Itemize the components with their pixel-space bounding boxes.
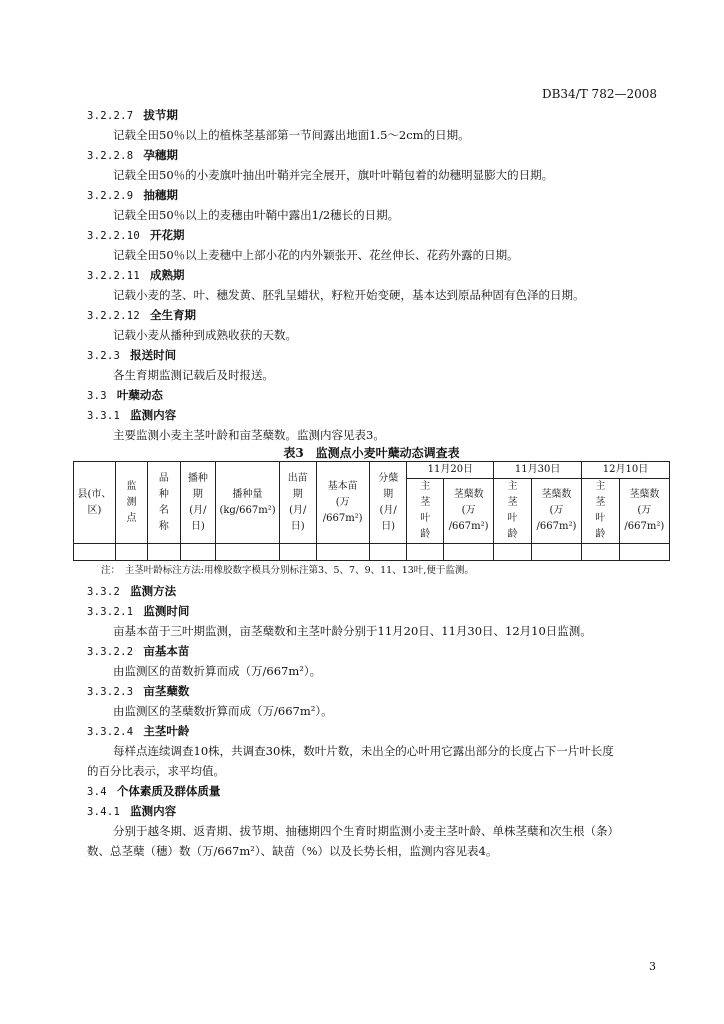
section-heading xyxy=(87,405,662,425)
col-header-leaf-age: 主 茎 叶 龄 xyxy=(494,479,532,544)
table-note: 注： 主茎叶龄标注方法:用橡胶数字模具分别标注第3、5、7、9、11、13叶,便于监测。 xyxy=(101,565,474,576)
section-title: 孕穗期 xyxy=(143,148,178,162)
paragraph: 由监测区的茎蘖数折算而成（万/667m²）。 xyxy=(113,704,333,718)
col-header-leaf-age: 主 茎 叶 龄 xyxy=(407,479,444,544)
col-header-leaf-age: 主 茎 叶 龄 xyxy=(582,479,620,544)
col-header-sowing-rate: 播种量 (kg/667m²) xyxy=(216,462,280,544)
section-title: 抽穗期 xyxy=(143,188,178,202)
section-title: 开花期 xyxy=(149,228,185,242)
section-number: 3.3.1 xyxy=(87,410,121,422)
col-header-date: 12月10日 xyxy=(582,462,670,479)
section-number: 3.2.2.9 xyxy=(87,190,134,202)
section-title: 成熟期 xyxy=(149,268,185,282)
table-caption: 表3 监测点小麦叶蘖动态调查表 xyxy=(283,446,460,460)
section-title: 个体素质及群体质量 xyxy=(116,784,221,798)
paragraph: 记载全田50％以上的植株茎基部第一节间露出地面1.5～2cm的日期。 xyxy=(113,128,470,142)
col-header-date: 11月30日 xyxy=(494,462,582,479)
col-header-emergence: 出苗 期 (月/ 日) xyxy=(279,462,316,544)
section-number: 3.2.2.11 xyxy=(87,270,140,282)
section-title: 监测内容 xyxy=(130,804,177,818)
standard-number: DB34/T 782—2008 xyxy=(541,87,657,101)
paragraph-continuation: 的百分比表示，求平均值。 xyxy=(87,764,225,778)
col-header-date: 11月20日 xyxy=(407,462,494,479)
section-heading xyxy=(87,601,662,621)
section-title: 拔节期 xyxy=(143,108,178,122)
col-header-county: 县(市、 区) xyxy=(74,462,116,544)
section-title: 亩茎蘖数 xyxy=(143,684,190,698)
section-number: 3.3 xyxy=(87,390,107,402)
survey-table xyxy=(73,461,670,561)
section-heading xyxy=(87,641,662,661)
section-heading xyxy=(87,801,662,821)
col-header-tiller-count: 茎蘖数 (万 /667m²) xyxy=(531,479,581,544)
col-header-sowing-date: 播种 期 (月/ 日) xyxy=(180,462,216,544)
section-number: 3.3.2.3 xyxy=(87,686,134,698)
section-heading xyxy=(87,185,662,205)
paragraph: 记载小麦的茎、叶、穗发黄、胚乳呈蜡状，籽粒开始变硬，基本达到原品种固有色泽的日期。 xyxy=(113,288,585,302)
section-title: 亩基本苗 xyxy=(143,644,190,658)
paragraph: 亩基本苗于三叶期监测，亩茎蘖数和主茎叶龄分别于11月20日、11月30日、12月10日监测。 xyxy=(113,624,592,638)
col-header-tiller-count: 茎蘖数 (万 /667m²) xyxy=(619,479,669,544)
section-heading xyxy=(87,225,662,245)
paragraph: 分别于越冬期、返青期、拔节期、抽穗期四个生育时期监测小麦主茎叶龄、单株茎蘖和次生根（条） xyxy=(113,824,619,838)
section-number: 3.3.2.4 xyxy=(87,726,134,738)
section-title: 主茎叶龄 xyxy=(143,724,190,738)
section-heading xyxy=(87,265,662,285)
col-header-variety: 品 种 名 称 xyxy=(148,462,180,544)
paragraph: 由监测区的苗数折算而成（万/667m²）。 xyxy=(113,664,322,678)
section-number: 3.4 xyxy=(87,786,107,798)
section-title: 全生育期 xyxy=(149,308,196,322)
section-heading xyxy=(87,581,662,601)
col-header-basic-seedling: 基本苗 (万 /667m²) xyxy=(316,462,369,544)
section-title: 报送时间 xyxy=(130,348,177,362)
section-heading xyxy=(87,781,662,801)
table-row xyxy=(74,544,670,561)
page-number: 3 xyxy=(649,960,656,973)
section-number: 3.3.2.2 xyxy=(87,646,134,658)
section-number: 3.2.2.8 xyxy=(87,150,134,162)
col-header-monitoring-point: 监 测 点 xyxy=(115,462,147,544)
document-body xyxy=(77,105,665,861)
section-number: 3.4.1 xyxy=(87,806,121,818)
section-number: 3.2.2.12 xyxy=(87,310,140,322)
paragraph: 记载全田50％的小麦旗叶抽出叶鞘并完全展开，旗叶叶鞘包着的幼穗明显膨大的日期。 xyxy=(113,168,554,182)
paragraph: 记载小麦从播种到成熟收获的天数。 xyxy=(113,328,297,342)
paragraph: 每样点连续调查10株，共调查30株，数叶片数，未出全的心叶用它露出部分的长度占下一片叶长度 xyxy=(113,744,614,758)
paragraph: 主要监测小麦主茎叶龄和亩茎蘖数。监测内容见表3。 xyxy=(113,428,385,442)
paragraph-continuation: 数、总茎蘖（穗）数（万/667m²）、缺苗（%）以及长势长相，监测内容见表4。 xyxy=(87,844,498,858)
section-number: 3.2.2.10 xyxy=(87,230,140,242)
section-heading xyxy=(87,721,662,741)
section-number: 3.2.2.7 xyxy=(87,110,134,122)
col-header-tillering: 分蘖 期 (月/ 日) xyxy=(369,462,407,544)
paragraph: 各生育期监测记载后及时报送。 xyxy=(113,368,274,382)
section-title: 监测内容 xyxy=(130,408,177,422)
paragraph: 记载全田50％以上的麦穗由叶鞘中露出1/2穗长的日期。 xyxy=(113,208,400,222)
section-heading xyxy=(87,345,662,365)
section-title: 监测时间 xyxy=(143,604,190,618)
col-header-tiller-count: 茎蘖数 (万 /667m²) xyxy=(444,479,494,544)
section-title: 监测方法 xyxy=(130,584,177,598)
section-title: 叶蘖动态 xyxy=(116,388,163,402)
paragraph: 记载全田50％以上麦穗中上部小花的内外颖张开、花丝伸长、花药外露的日期。 xyxy=(113,248,519,262)
section-heading xyxy=(87,105,662,125)
section-number: 3.3.2 xyxy=(87,586,121,598)
section-heading xyxy=(87,681,662,701)
section-number: 3.2.3 xyxy=(87,350,121,362)
section-heading xyxy=(87,385,662,405)
section-heading xyxy=(87,305,662,325)
section-heading xyxy=(87,145,662,165)
section-number: 3.3.2.1 xyxy=(87,606,134,618)
